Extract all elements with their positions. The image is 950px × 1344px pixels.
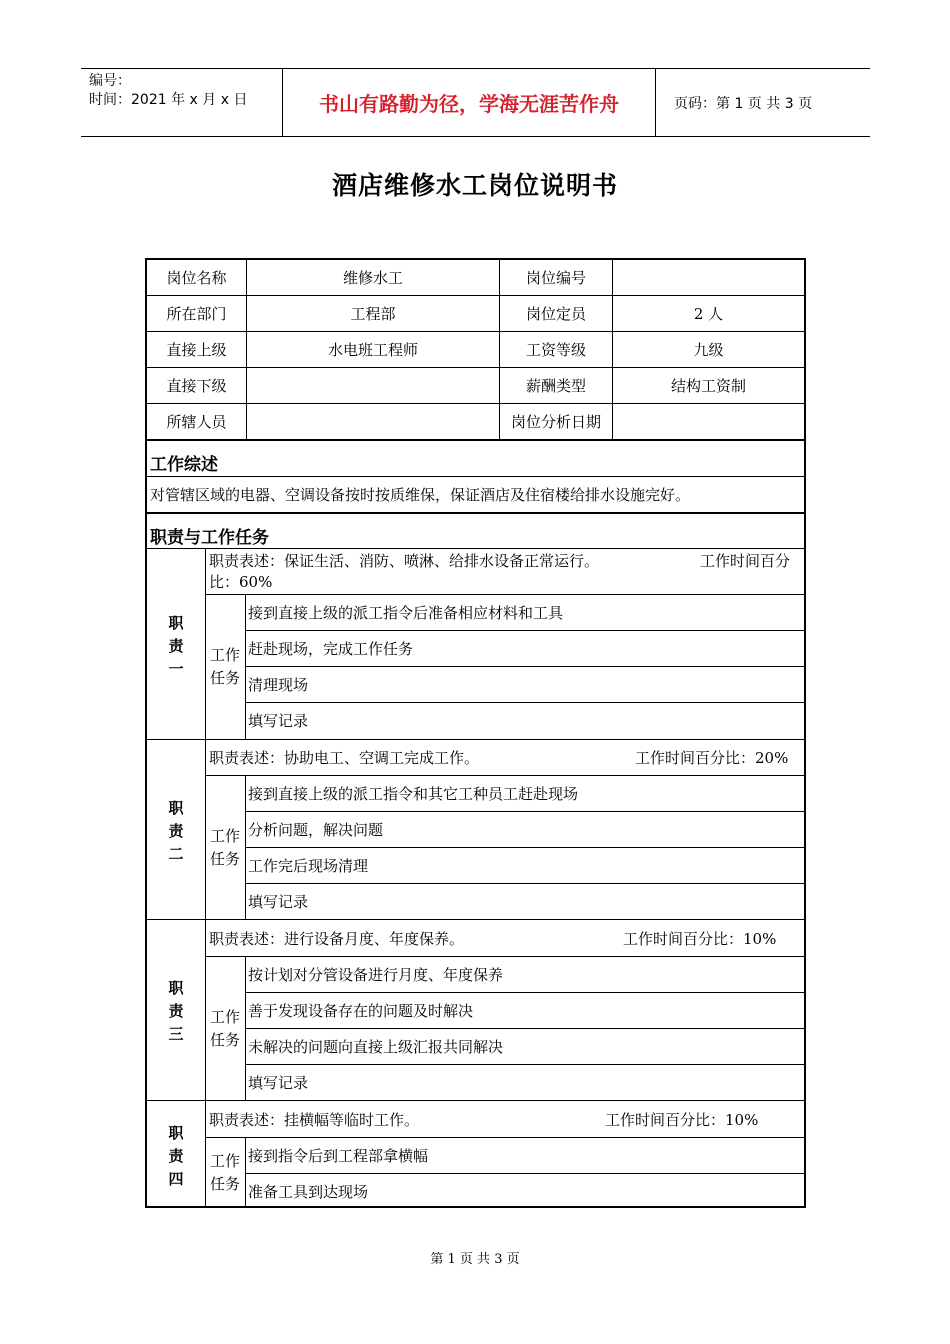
duty-3-task-3: 未解决的问题向直接上级汇报共同解决: [248, 1038, 504, 1056]
page-footer: 第 1 页 共 3 页: [430, 1252, 520, 1267]
header-motto: 书山有路勤为径，学海无涯苦作舟: [282, 69, 656, 136]
duty-3-task-4: 填写记录: [248, 1074, 309, 1092]
value-salary-grade: 九级: [693, 341, 724, 359]
header-meta: [81, 69, 282, 136]
label-position-name: 岗位名称: [166, 269, 227, 287]
duty-1-task-label: 工作 任务: [209, 646, 240, 687]
label-direct-subordinate: 直接下级: [166, 377, 227, 395]
duty-2-task-4: 填写记录: [248, 893, 309, 911]
value-pay-type: 结构工资制: [670, 377, 746, 395]
duty-3-task-2: 善于发现设备存在的问题及时解决: [248, 1002, 474, 1020]
doc-time-label: 时间：2021 年 x 月 x 日: [89, 92, 248, 108]
duty-3-task-1: 按计划对分管设备进行月度、年度保养: [248, 966, 504, 984]
duty-4-task-label: 工作 任务: [209, 1152, 240, 1193]
duty-4-task-2: 准备工具到达现场: [248, 1183, 369, 1201]
duty-4-time: 工作时间百分比：10%: [605, 1111, 759, 1129]
header-page-text: 页码：第 1 页 共 3 页: [674, 95, 813, 112]
duty-2-time: 工作时间百分比：20%: [635, 749, 789, 767]
duty-3-label-text: 职 责 三: [168, 979, 184, 1043]
label-position-code: 岗位编号: [525, 269, 586, 287]
duty-1-desc: 职责表述：保证生活、消防、喷淋、给排水设备正常运行。: [209, 552, 600, 570]
label-direct-superior: 直接上级: [166, 341, 227, 359]
label-department: 所在部门: [166, 305, 227, 323]
duty-2-task-3: 工作完后现场清理: [248, 857, 369, 875]
value-headcount: 2 人: [693, 305, 724, 323]
label-pay-type: 薪酬类型: [525, 377, 586, 395]
label-salary-grade: 工资等级: [525, 341, 586, 359]
duties-heading: 职责与工作任务: [150, 528, 269, 548]
job-description-table: [145, 258, 806, 1208]
label-analysis-date: 岗位分析日期: [510, 413, 601, 431]
duty-4-label: [166, 1122, 186, 1191]
label-staff-under: 所辖人员: [166, 413, 227, 431]
duty-1-label: [166, 612, 186, 681]
duty-1-task-1: 接到直接上级的派工指令后准备相应材料和工具: [248, 604, 564, 622]
value-direct-superior: 水电班工程师: [327, 341, 418, 359]
duty-3-label: [166, 977, 186, 1046]
duty-1-desc-cont: 比：60%: [209, 573, 273, 591]
duty-1-task-2: 赶赴现场，完成工作任务: [248, 640, 414, 658]
duty-1-task-3: 清理现场: [248, 676, 309, 694]
header-page-label: [664, 69, 869, 136]
duty-2-task-1: 接到直接上级的派工指令和其它工种员工赶赴现场: [248, 785, 579, 803]
value-position-name: 维修水工: [342, 269, 403, 287]
document-title: 酒店维修水工岗位说明书: [331, 171, 618, 200]
duty-2-label-text: 职 责 二: [168, 799, 184, 863]
summary-heading: 工作综述: [150, 455, 218, 475]
duty-1-label-text: 职 责 一: [168, 614, 184, 678]
duty-2-desc: 职责表述：协助电工、空调工完成工作。: [209, 749, 480, 767]
summary-text: 对管辖区域的电器、空调设备按时按质维保，保证酒店及住宿楼给排水设施完好。: [150, 486, 691, 504]
value-department: 工程部: [350, 305, 396, 323]
duty-2-label: [166, 797, 186, 866]
duty-3-task-label: 工作 任务: [209, 1008, 240, 1049]
duty-3-time: 工作时间百分比：10%: [623, 930, 777, 948]
duty-1-task-4: 填写记录: [248, 712, 309, 730]
duty-1-time: 工作时间百分: [700, 552, 791, 570]
doc-number-label: 编号：: [89, 73, 131, 89]
page-header: [81, 68, 870, 137]
duty-2-task-label: 工作 任务: [209, 827, 240, 868]
duty-4-task-1: 接到指令后到工程部拿横幅: [248, 1147, 429, 1165]
duty-3-desc: 职责表述：进行设备月度、年度保养。: [209, 930, 465, 948]
duty-4-label-text: 职 责 四: [168, 1124, 184, 1188]
duty-2-task-2: 分析问题，解决问题: [248, 821, 384, 839]
duty-4-desc: 职责表述：挂横幅等临时工作。: [209, 1111, 420, 1129]
label-headcount: 岗位定员: [525, 305, 586, 323]
